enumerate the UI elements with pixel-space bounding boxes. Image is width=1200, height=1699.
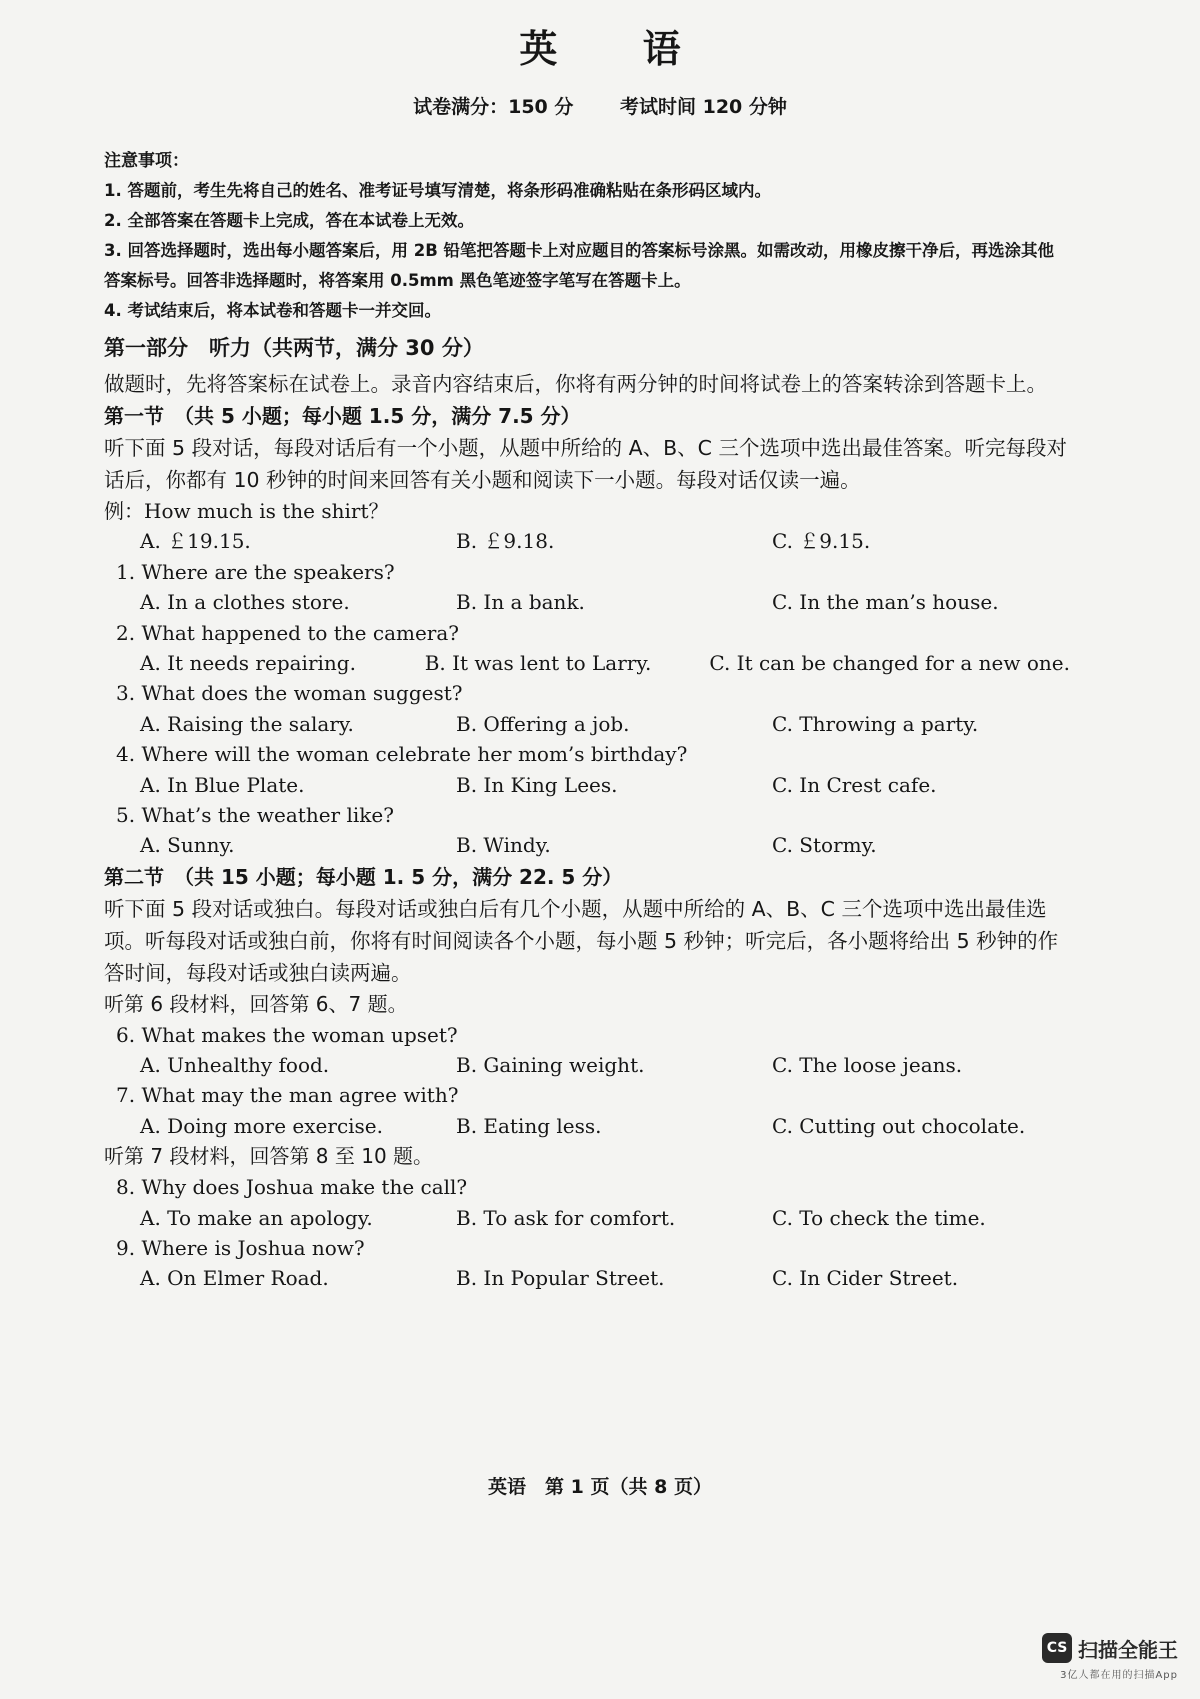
option-b: B. Gaining weight. bbox=[456, 1053, 645, 1078]
option-c: C. ￡9.15. bbox=[772, 529, 871, 554]
option-a: A. Unhealthy food. bbox=[140, 1053, 330, 1078]
question-stem: 1. Where are the speakers? bbox=[116, 559, 395, 584]
option-c: C. In Cider Street. bbox=[772, 1266, 959, 1291]
note-item: 4. 考试结束后，将本试卷和答题卡一并交回。 bbox=[104, 301, 441, 320]
question-options bbox=[104, 587, 1070, 617]
option-b: B. Offering a job. bbox=[456, 711, 630, 736]
material-label: 听第 6 段材料，回答第 6、7 题。 bbox=[104, 991, 408, 1016]
question-options bbox=[104, 1111, 1070, 1141]
question-stem: 7. What may the man agree with? bbox=[116, 1083, 459, 1108]
option-c: C. Cutting out chocolate. bbox=[772, 1113, 1026, 1138]
notes-heading: 注意事项： bbox=[104, 151, 189, 171]
question-options bbox=[104, 1203, 1070, 1233]
note-item: 1. 答题前，考生先将自己的姓名、准考证号填写清楚，将条形码准确粘贴在条形码区域内。 bbox=[104, 181, 771, 200]
question-options bbox=[104, 709, 1070, 739]
section1-heading: 第一节 （共 5 小题；每小题 1.5 分，满分 7.5 分） bbox=[104, 404, 581, 428]
watermark-app-name: 扫描全能王 bbox=[1078, 1637, 1178, 1662]
question-options bbox=[104, 770, 1070, 800]
option-b: B. In a bank. bbox=[456, 590, 585, 615]
exam-time: 考试时间 120 分钟 bbox=[620, 96, 787, 118]
option-b: B. In Popular Street. bbox=[456, 1266, 665, 1291]
option-b: B. ￡9.18. bbox=[456, 529, 555, 554]
watermark-brand bbox=[1042, 1633, 1178, 1663]
page-title: 英 语 bbox=[519, 27, 717, 71]
option-b: B. Eating less. bbox=[456, 1113, 602, 1138]
watermark-tagline: 3亿人都在用的扫描App bbox=[1060, 1670, 1178, 1681]
exam-content bbox=[104, 146, 1070, 1294]
question-stem: 2. What happened to the camera? bbox=[116, 620, 459, 645]
section2-intro: 听下面 5 段对话或独白。每段对话或独白后有几个小题，从题中所给的 A、B、C 三个选项中选出最佳选项。听每段对话或独白前，你将有时间阅读各个小题，每小题 5 秒钟；听完后，各小题将给出 5 秒钟的作答时间，每段对话或独白读两遍。 bbox=[104, 896, 1059, 985]
option-b: B. In King Lees. bbox=[456, 772, 618, 797]
question-stem: 6. What makes the woman upset? bbox=[116, 1022, 458, 1047]
camscanner-logo-icon: CS bbox=[1042, 1633, 1072, 1663]
option-a: A. It needs repairing. bbox=[140, 650, 356, 675]
option-b: B. Windy. bbox=[456, 833, 551, 858]
part1-heading: 第一部分 听力（共两节，满分 30 分） bbox=[104, 336, 484, 360]
option-a: A. On Elmer Road. bbox=[140, 1266, 329, 1291]
option-b: B. To ask for comfort. bbox=[456, 1205, 676, 1230]
option-a: A. Doing more exercise. bbox=[140, 1113, 383, 1138]
question-stem: 8. Why does Joshua make the call? bbox=[116, 1175, 468, 1200]
option-c: C. The loose jeans. bbox=[772, 1053, 963, 1078]
question-stem: 4. Where will the woman celebrate her mom’s birthday? bbox=[116, 742, 688, 767]
question-stem: 9. Where is Joshua now? bbox=[116, 1236, 365, 1261]
section2-heading: 第二节 （共 15 小题；每小题 1. 5 分，满分 22. 5 分） bbox=[104, 864, 623, 889]
option-c: C. To check the time. bbox=[772, 1205, 986, 1230]
option-a: A. To make an apology. bbox=[140, 1205, 373, 1230]
full-score: 试卷满分：150 分 bbox=[413, 96, 574, 118]
option-c: C. Stormy. bbox=[772, 833, 877, 858]
section1-intro: 听下面 5 段对话，每段对话后有一个小题，从题中所给的 A、B、C 三个选项中选出最佳答案。听完每段对话后，你都有 10 秒钟的时间来回答有关小题和阅读下一小题。每段对话仅读一遍。 bbox=[104, 436, 1068, 492]
option-c: C. In Crest cafe. bbox=[772, 772, 937, 797]
option-a: A. Sunny. bbox=[140, 833, 235, 858]
note-item: 3. 回答选择题时，选出每小题答案后，用 2B 铅笔把答题卡上对应题目的答案标号涂黑。如需改动，用橡皮擦干净后，再选涂其他答案标号。回答非选择题时，将答案用 0.5mm 黑色笔迹签字笔写在答题卡上。 bbox=[104, 241, 1055, 290]
question-options bbox=[104, 830, 1070, 860]
option-c: C. Throwing a party. bbox=[772, 711, 979, 736]
exam-info bbox=[0, 92, 1200, 119]
note-item: 2. 全部答案在答题卡上完成，答在本试卷上无效。 bbox=[104, 211, 474, 230]
option-a: A. In a clothes store. bbox=[140, 590, 350, 615]
material-label: 听第 7 段材料，回答第 8 至 10 题。 bbox=[104, 1144, 434, 1169]
page-footer: 英语 第 1 页（共 8 页） bbox=[488, 1476, 712, 1498]
question-options bbox=[104, 648, 1070, 678]
option-a: A. Raising the salary. bbox=[140, 711, 354, 736]
question-options bbox=[104, 1263, 1070, 1293]
question-stem: 3. What does the woman suggest? bbox=[116, 681, 463, 706]
option-a: A. ￡19.15. bbox=[140, 529, 251, 554]
part1-intro: 做题时，先将答案标在试卷上。录音内容结束后，你将有两分钟的时间将试卷上的答案转涂到答题卡上。 bbox=[104, 372, 1047, 396]
question-options bbox=[104, 1050, 1070, 1080]
option-b: B. It was lent to Larry. bbox=[424, 650, 652, 675]
example-options bbox=[104, 526, 1070, 556]
option-c: C. It can be changed for a new one. bbox=[709, 650, 1070, 675]
example-stem: 例：How much is the shirt？ bbox=[104, 499, 389, 523]
scanner-watermark bbox=[1042, 1633, 1178, 1681]
option-a: A. In Blue Plate. bbox=[140, 772, 305, 797]
option-c: C. In the man’s house. bbox=[772, 590, 999, 615]
question-stem: 5. What’s the weather like? bbox=[116, 802, 394, 827]
